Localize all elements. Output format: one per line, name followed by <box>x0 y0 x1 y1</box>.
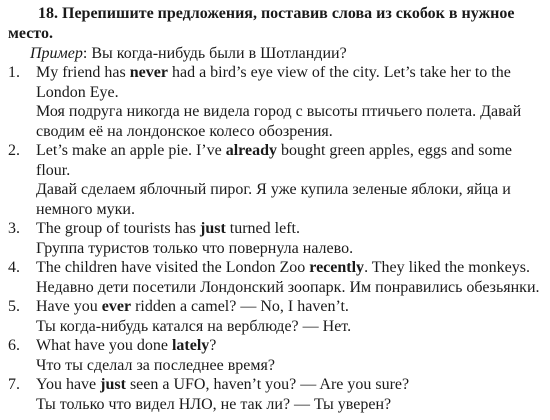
adverb-keyword: lately <box>171 337 210 354</box>
item-number: 7. <box>8 376 20 393</box>
example-text: Вы когда-нибудь были в Шотландии? <box>91 45 347 62</box>
english-text: had a bird’s eye view of the city. Let’s take her to the London Eye. <box>36 64 511 101</box>
english-sentence <box>36 375 541 395</box>
english-text: . They liked the monkeys. <box>364 259 530 276</box>
english-sentence <box>36 63 541 102</box>
exercise-item-4 <box>0 258 550 297</box>
russian-translation: Ты когда-нибудь катался на верблюде? — Нет. <box>36 317 352 335</box>
example-label: Пример <box>30 45 83 62</box>
english-sentence <box>36 219 541 239</box>
english-text: My friend has <box>36 64 130 81</box>
exercise-number: 18. <box>38 5 58 22</box>
english-text: The group of tourists has <box>36 220 200 237</box>
adverb-keyword: just <box>100 376 126 393</box>
english-text: turned left. <box>225 220 300 237</box>
item-number: 2. <box>8 142 20 159</box>
exercise-item-3 <box>0 219 550 258</box>
item-number: 1. <box>8 64 20 81</box>
exercise-items <box>0 63 550 414</box>
english-text: Have you <box>36 298 102 315</box>
exercise-item-7 <box>0 375 550 414</box>
item-number: 4. <box>8 259 20 276</box>
english-text: The children have visited the London Zoo <box>36 259 310 276</box>
adverb-keyword: recently <box>309 259 365 276</box>
russian-translation: Что ты сделал за последнее время? <box>36 356 275 374</box>
exercise-item-5 <box>0 297 550 336</box>
adverb-keyword: never <box>129 64 168 81</box>
exercise-instruction: Перепишите предложения, поставив слова из скобок в нужное место. <box>8 5 515 42</box>
adverb-keyword: just <box>199 220 226 237</box>
exercise-item-1 <box>0 63 550 141</box>
item-number: 6. <box>8 337 20 354</box>
english-text: You have <box>36 376 101 393</box>
item-number: 3. <box>8 220 20 237</box>
english-text: ? <box>209 337 217 354</box>
english-text: ridden a camel? — No, I haven’t. <box>131 298 349 315</box>
english-sentence <box>36 141 541 180</box>
english-sentence <box>36 336 541 356</box>
russian-translation: Моя подруга никогда не видела город с высоты птичьего полета. Давай сводим её на лондонское колесо обозрения. <box>36 103 522 140</box>
english-text: seen a UFO, haven’t you? — Are you sure? <box>125 376 410 393</box>
exercise-item-2 <box>0 141 550 219</box>
exercise-item-6 <box>0 336 550 375</box>
adverb-keyword: ever <box>101 298 132 315</box>
russian-translation: Группа туристов только что повернула налево. <box>36 239 354 257</box>
adverb-keyword: already <box>225 142 277 159</box>
english-text: Let’s make an apple pie. I’ve <box>36 142 226 159</box>
russian-translation: Ты только что видел НЛО, не так ли? — Ты уверен? <box>36 395 392 413</box>
exercise-heading <box>8 4 538 44</box>
english-sentence <box>36 258 541 278</box>
russian-translation: Недавно дети посетили Лондонский зоопарк. Им понравились обезьянки. <box>36 278 540 296</box>
example-line: Пример: Вы когда-нибудь были в Шотландии? <box>30 45 347 62</box>
russian-translation: Давай сделаем яблочный пирог. Я уже купила зеленые яблоки, яйца и немного муки. <box>36 181 511 218</box>
english-sentence <box>36 297 541 317</box>
english-text: bought green apples, eggs and some flour. <box>36 142 513 179</box>
item-number: 5. <box>8 298 20 315</box>
english-text: What have you done <box>36 337 172 354</box>
